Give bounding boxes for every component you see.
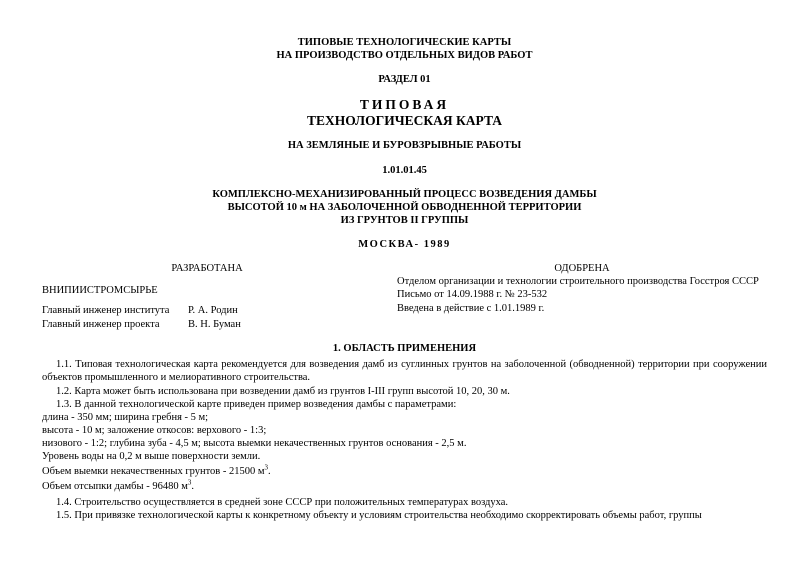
paragraph-1-5: 1.5. При привязке технологической карты к конкретному объекту и условиям строительства необходимо скорректировать объемы работ, группы xyxy=(56,509,702,521)
param-line-excavation: Объем выемки некачественных грунтов - 21500 $м^3$. xyxy=(42,463,271,478)
doc-title-line1: ТИПОВАЯ xyxy=(359,97,450,113)
role-label: Главный инженер проекта xyxy=(42,318,160,330)
doc-title-line2: ТЕХНОЛОГИЧЕСКАЯ КАРТА xyxy=(306,112,503,128)
section-label: РАЗДЕЛ 01 xyxy=(378,74,431,86)
series-title-line2: НА ПРОИЗВОДСТВО ОТДЕЛЬНЫХ ВИДОВ РАБОТ xyxy=(276,50,533,62)
paragraph-1-4: 1.4. Строительство осуществляется в средней зоне СССР при положительных температурах воздуха. xyxy=(56,496,509,508)
param-line: низового - 1:2; глубина зуба - 4,5 м; высота выемки некачественных грунтов основания - 2,5 м. xyxy=(42,438,467,450)
developed-by xyxy=(42,262,372,331)
paragraph-1-2: 1.2. Карта может быть использована при возведении дамб из грунтов I-III групп высотой 10, 20, 30 м. xyxy=(56,385,510,397)
doc-code: 1.01.01.45 xyxy=(382,164,427,176)
doc-name-line1: КОМПЛЕКСНО-МЕХАНИЗИРОВАННЫЙ ПРОЦЕСС ВОЗВЕДЕНИЯ ДАМБЫ xyxy=(212,188,597,200)
doc-name-line2: ВЫСОТОЙ 10 м НА ЗАБОЛОЧЕННОЙ ОБВОДНЕННОЙ ТЕРРИТОРИИ xyxy=(227,201,582,213)
city-year: МОСКВА- 1989 xyxy=(358,239,451,251)
approved-by xyxy=(397,262,767,315)
credits-block xyxy=(42,262,767,340)
fill-volume: Объем отсыпки дамбы - 96480 м xyxy=(42,481,188,493)
param-line: Уровень воды на 0,2 м выше поверхности земли. xyxy=(42,451,261,463)
approved-heading: ОДОБРЕНА xyxy=(554,263,610,275)
approval-letter: Письмо от 14.09.1988 г. № 23-532 xyxy=(397,289,548,301)
developer-org: ВНИПИИСТРОМСЫРЬЕ xyxy=(42,285,158,297)
developed-heading: РАЗРАБОТАНА xyxy=(171,263,243,275)
doc-name-line3: ИЗ ГРУНТОВ II ГРУППЫ xyxy=(340,214,469,226)
role-label: Главный инженер института xyxy=(42,305,170,317)
param-line: высота - 10 м; заложение откосов: верхового - 1:3; xyxy=(42,424,267,436)
unit-exponent: 3 xyxy=(187,478,192,487)
param-line: длина - 350 мм; ширина гребня - 5 м; xyxy=(42,411,209,423)
approver-org: Отделом организации и технологии строительного производства Госстроя СССР xyxy=(397,276,759,288)
person-name: Р. А. Родин xyxy=(188,305,238,317)
chief-engineer-project-row xyxy=(42,318,372,331)
effective-date: Введена в действие с 1.01.1989 г. xyxy=(397,302,545,314)
chief-engineer-institute-row xyxy=(42,304,372,317)
param-line-fill: Объем отсыпки дамбы - 96480 $м^3$. xyxy=(42,478,194,493)
series-title-line1: ТИПОВЫЕ ТЕХНОЛОГИЧЕСКИЕ КАРТЫ xyxy=(297,37,512,48)
excavation-volume: Объем выемки некачественных грунтов - 21500 м xyxy=(42,466,265,478)
person-name: В. Н. Буман xyxy=(188,318,241,330)
document-page xyxy=(42,36,767,522)
section-body xyxy=(42,358,767,522)
section-heading: 1. ОБЛАСТЬ ПРИМЕНЕНИЯ xyxy=(332,343,477,355)
paragraph-1-3: 1.3. В данной технологической карте приведен пример возведения дамбы с параметрами: xyxy=(56,398,457,410)
paragraph-1-1: 1.1. Типовая технологическая карта рекомендуется для возведения дамб из суглинных грунтов на заболоченной (обводненной) территории при сооружении объектов промышленного и мелиоративного строительства. xyxy=(42,359,767,384)
doc-subject: НА ЗЕМЛЯНЫЕ И БУРОВЗРЫВНЫЕ РАБОТЫ xyxy=(287,140,522,152)
unit-exponent: 3 xyxy=(264,463,269,472)
